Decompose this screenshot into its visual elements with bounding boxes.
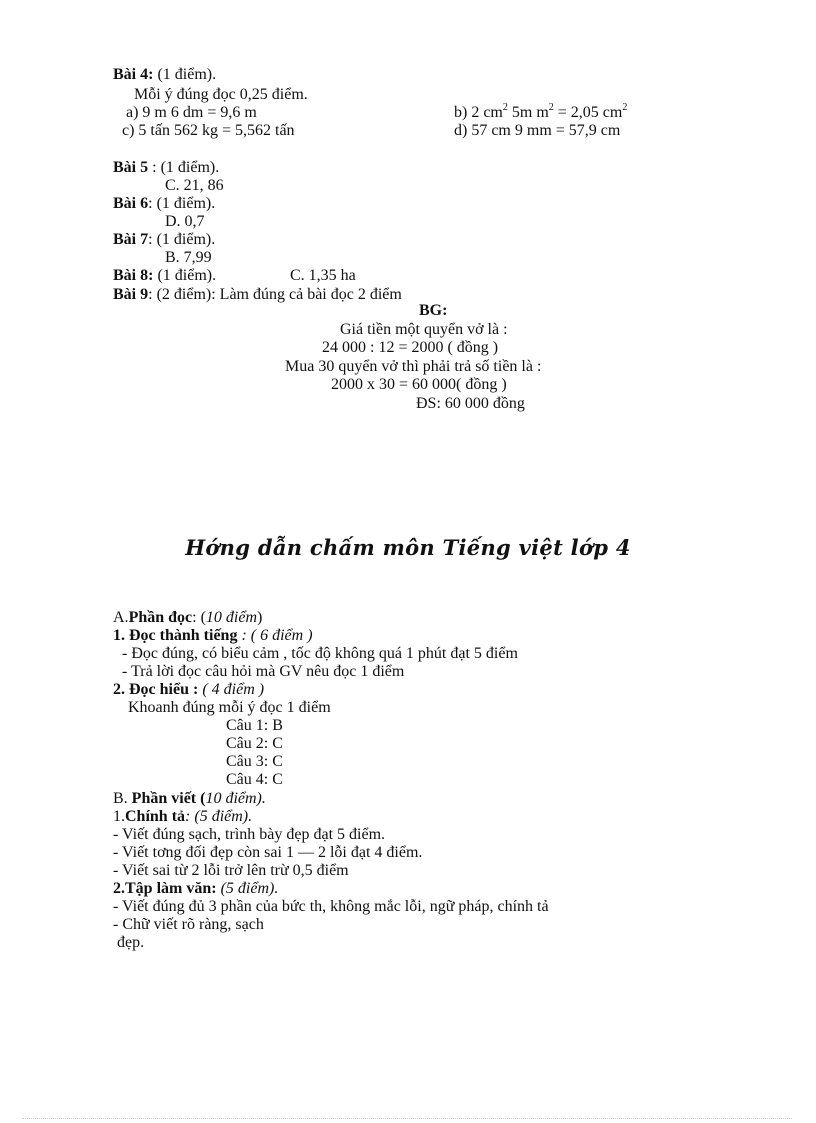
- bai4-answer-b: b) 2 $cm^2$ 5m $m^2 = 2,05$ $cm^2$: [454, 101, 628, 121]
- bai4-note: Mỗi ý đúng đọc 0,25 điểm.: [134, 86, 308, 103]
- bai7-answer: B. 7,99: [165, 249, 212, 266]
- doc-hieu-answer-3: Câu 3: C: [226, 753, 283, 770]
- bai6-answer: D. 0,7: [165, 213, 205, 230]
- bai6-label: Bài 6: [113, 195, 149, 212]
- doc-hieu-line-1: Khoanh đúng mỗi ý đọc 1 điểm: [128, 699, 331, 716]
- bai4-answer-d: d) 57 cm 9 mm = 57,9 cm: [454, 122, 621, 139]
- bai8-heading: [113, 267, 216, 285]
- bai5-answer: C. 21, 86: [165, 177, 224, 194]
- bai8-label: Bài 8:: [113, 267, 154, 284]
- doc-hieu-answer-4: Câu 4: C: [226, 771, 283, 788]
- tap-lam-van-heading: 2.Tập làm văn: (5 điểm).: [113, 880, 279, 897]
- doc-thanh-tieng-heading: 1. Đọc thành tiếng : ( 6 điểm ): [113, 627, 313, 644]
- bai5-heading: [113, 159, 219, 177]
- page-title: Hớng dẫn chấm môn Tiếng việt lớp 4: [185, 535, 631, 560]
- bai6-score: : (1 điểm).: [148, 195, 216, 212]
- bai4-answer-c: c) 5 tấn 562 kg = 5,562 tấn: [122, 122, 295, 139]
- part-b-heading: B. Phần viết (10 điểm).: [113, 790, 266, 807]
- tap-lam-van-line-3: đẹp.: [117, 934, 145, 951]
- bai8-score: (1 điểm).: [153, 267, 217, 284]
- bai6-heading: [113, 195, 215, 213]
- doc-hieu-answer-1: Câu 1: B: [226, 717, 283, 734]
- doc-hieu-answer-2: Câu 2: C: [226, 735, 283, 752]
- bai8-answer: C. 1,35 ha: [290, 267, 356, 284]
- bai7-heading: [113, 231, 215, 249]
- bai7-label: Bài 7: [113, 231, 149, 248]
- chinh-ta-heading: 1.Chính tả: (5 điểm).: [113, 808, 253, 825]
- bai9-bg-label: BG:: [419, 302, 448, 319]
- doc-hieu-heading: 2. Đọc hiểu : ( 4 điểm ): [113, 681, 265, 698]
- bai4-answer-a: a) 9 m 6 dm = 9,6 m: [126, 104, 257, 121]
- bai7-score: : (1 điểm).: [148, 231, 216, 248]
- bai5-score: : (1 điểm).: [148, 159, 220, 176]
- tap-lam-van-line-1: - Viết đúng đủ 3 phần của bức th, không mắc lỗi, ngữ pháp, chính tả: [113, 898, 549, 915]
- bai9-solution-line-4: 2000 x 30 = 60 000( đồng ): [331, 376, 507, 393]
- doc-thanh-tieng-line-1: - Đọc đúng, có biểu cảm , tốc độ không quá 1 phút đạt 5 điểm: [122, 645, 518, 662]
- part-a-heading: A.Phần đọc: (10 điểm): [113, 609, 263, 626]
- bai9-solution-line-2: 24 000 : 12 = 2000 ( đồng ): [322, 339, 499, 356]
- bai5-label: Bài 5: [113, 159, 149, 176]
- chinh-ta-line-3: - Viết sai từ 2 lỗi trở lên trừ 0,5 điểm: [113, 862, 349, 879]
- bai9-label: Bài 9: [113, 286, 149, 303]
- bai9-heading: [113, 286, 402, 304]
- bai9-score: : (2 điểm): Làm đúng cả bài đọc 2 điểm: [148, 286, 402, 303]
- bai9-solution-line-3: Mua 30 quyển vở thì phải trả số tiền là :: [285, 358, 542, 375]
- bai9-solution-line-1: Giá tiền một quyển vở là :: [340, 321, 508, 338]
- chinh-ta-line-1: - Viết đúng sạch, trình bày đẹp đạt 5 điểm.: [113, 826, 386, 843]
- bai4-label: Bài 4:: [113, 66, 154, 83]
- bai4-heading: [113, 66, 216, 84]
- page-footer-divider: [22, 1118, 792, 1119]
- doc-thanh-tieng-line-2: - Trả lời đọc câu hỏi mà GV nêu đọc 1 điểm: [122, 663, 405, 680]
- bai4-score: (1 điểm).: [153, 66, 217, 83]
- chinh-ta-line-2: - Viết tơng đối đẹp còn sai 1 — 2 lỗi đạt 4 điểm.: [113, 844, 423, 861]
- bai9-final-answer: ĐS: 60 000 đồng: [416, 395, 525, 412]
- tap-lam-van-line-2: - Chữ viết rõ ràng, sạch: [113, 916, 264, 933]
